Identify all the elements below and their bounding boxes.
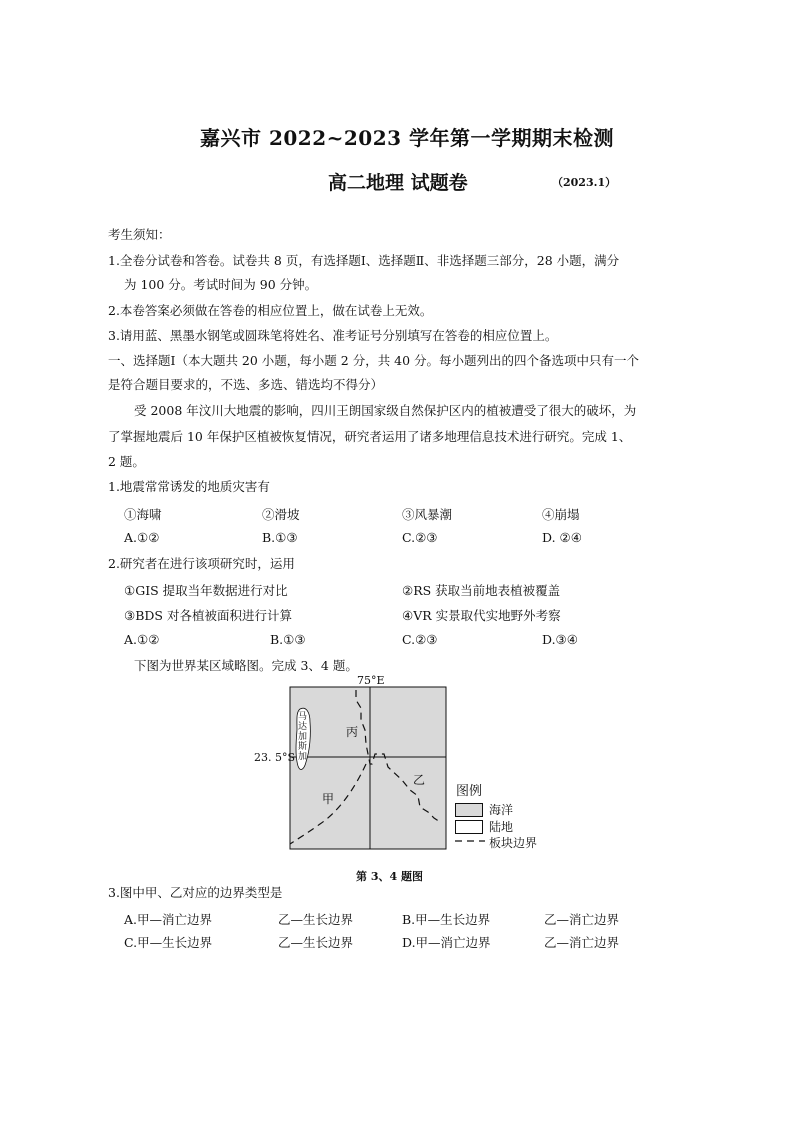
- question-2-item-1: ①GIS 提取当年数据进行对比: [124, 583, 288, 598]
- notice-item-1: 1.全卷分试卷和答卷。试卷共 8 页，有选择题Ⅰ、选择题Ⅱ、非选择题三部分，28 小题，满分: [108, 253, 620, 268]
- legend-ocean-swatch: [455, 803, 483, 817]
- legend-boundary-swatch: [455, 836, 485, 846]
- question-2-stem: 2.研究者在进行该项研究时，运用: [108, 556, 295, 571]
- question-1-option-a[interactable]: A.①②: [124, 530, 160, 545]
- legend-title: 图例: [456, 784, 483, 799]
- question-2-option-b[interactable]: B.①③: [270, 632, 306, 647]
- question-3-stem: 3.图中甲、乙对应的边界类型是: [108, 885, 283, 900]
- exam-title: 嘉兴市 2022~2023 学年第一学期期末检测: [200, 126, 615, 150]
- question-3-option-c-right: 乙—生长边界: [278, 935, 354, 950]
- notice-heading: 考生须知：: [108, 227, 171, 242]
- passage-1-line-2: 了掌握地震后 10 年保护区植被恢复情况，研究者运用了诸多地理信息技术进行研究。完成 1、: [108, 429, 632, 444]
- question-2-item-3: ③BDS 对各植被面积进行计算: [124, 608, 292, 623]
- notice-item-3: 3.请用蓝、黑墨水钢笔或圆珠笔将姓名、准考证号分别填写在答卷的相应位置上。: [108, 328, 558, 343]
- question-1-item-2: ②滑坡: [262, 507, 300, 522]
- question-1-option-c[interactable]: C.②③: [402, 530, 438, 545]
- label-23-5s: 23. 5°S: [254, 751, 296, 764]
- label-jia: 甲: [322, 792, 335, 806]
- section-1-heading-cont: 是符合题目要求的，不选、多选、错选均不得分）: [108, 377, 384, 392]
- notice-item-2: 2.本卷答案必须做在答卷的相应位置上，做在试卷上无效。: [108, 303, 433, 318]
- exam-subtitle: 高二地理 试题卷: [328, 172, 468, 194]
- question-1-stem: 1.地震常常诱发的地质灾害有: [108, 479, 270, 494]
- passage-1-line-3: 2 题。: [108, 454, 145, 469]
- question-2-item-4: ④VR 实景取代实地野外考察: [402, 608, 561, 623]
- question-3-option-b-right: 乙—消亡边界: [544, 912, 620, 927]
- question-2-option-a[interactable]: A.①②: [124, 632, 160, 647]
- legend-boundary-label: 板块边界: [489, 836, 538, 850]
- legend-land-label: 陆地: [489, 820, 514, 834]
- question-1-item-3: ③风暴潮: [402, 507, 453, 522]
- notice-item-1-cont: 为 100 分。考试时间为 90 分钟。: [124, 277, 318, 292]
- ocean-area-ne: [370, 687, 446, 757]
- question-3-option-a-left[interactable]: A.甲—消亡边界: [124, 912, 213, 927]
- passage-2: 下图为世界某区域略图。完成 3、4 题。: [134, 658, 358, 673]
- question-3-option-a-right: 乙—生长边界: [278, 912, 354, 927]
- exam-date: （2023.1）: [552, 176, 617, 189]
- label-yi: 乙: [413, 773, 426, 787]
- question-2-item-2: ②RS 获取当前地表植被覆盖: [402, 583, 561, 598]
- question-3-option-c-left[interactable]: C.甲—生长边界: [124, 935, 213, 950]
- question-3-option-b-left[interactable]: B.甲—生长边界: [402, 912, 491, 927]
- passage-1-line-1: 受 2008 年汶川大地震的影响，四川王朗国家级自然保护区内的植被遭受了很大的破坏，为: [134, 403, 637, 418]
- legend-ocean-label: 海洋: [489, 803, 514, 817]
- question-3-option-d-left[interactable]: D.甲—消亡边界: [402, 935, 491, 950]
- question-2-option-d[interactable]: D.③④: [542, 632, 578, 647]
- label-75e: 75°E: [357, 674, 385, 687]
- question-1-option-b[interactable]: B.①③: [262, 530, 298, 545]
- question-1-item-1: ①海啸: [124, 507, 162, 522]
- question-1-item-4: ④崩塌: [542, 507, 580, 522]
- figure-caption: 第 3、4 题图: [356, 870, 423, 883]
- legend-land-swatch: [455, 820, 483, 834]
- label-bing: 丙: [346, 725, 359, 739]
- section-1-heading: 一、选择题Ⅰ（本大题共 20 小题，每小题 2 分，共 40 分。每小题列出的四个备选项中只有一个: [108, 353, 640, 368]
- question-3-option-d-right: 乙—消亡边界: [544, 935, 620, 950]
- label-madagascar: 马达加斯加: [298, 712, 308, 762]
- question-1-option-d[interactable]: D. ②④: [542, 530, 582, 545]
- question-2-option-c[interactable]: C.②③: [402, 632, 438, 647]
